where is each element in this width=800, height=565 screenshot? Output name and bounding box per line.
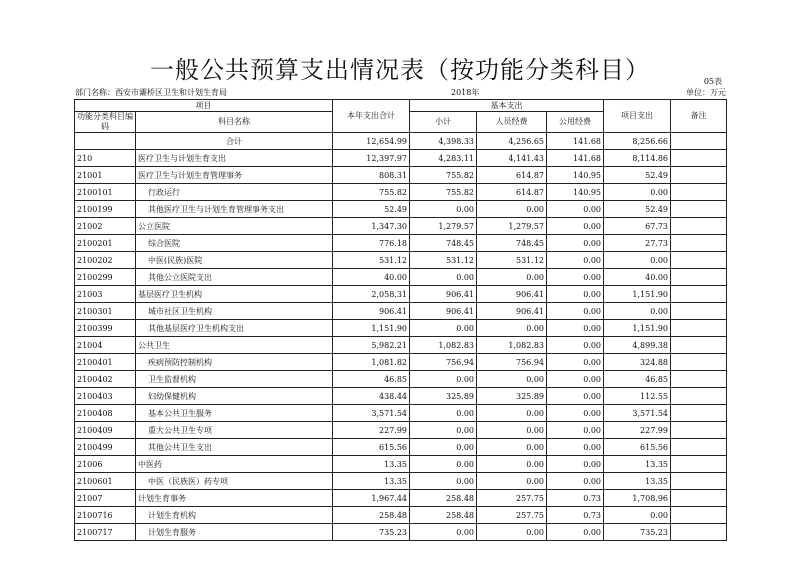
cell-name: 妇幼保健机构 [136,388,333,405]
cell-code: 2100402 [75,371,136,388]
header-name: 科目名称 [136,112,333,133]
cell-name: 其他公立医院支出 [136,269,333,286]
table-row [75,201,727,218]
cell-public: 0.00 [547,252,604,269]
cell-name: 疾病预防控制机构 [136,354,333,371]
table-row [75,252,727,269]
total-project: 8,256.66 [604,133,671,150]
cell-project: 227.99 [604,422,671,439]
cell-public: 0.00 [547,422,604,439]
header-code: 功能分类科目编码 [75,112,136,133]
cell-personnel: 4,141.43 [477,150,547,167]
cell-total: 12,397.97 [333,150,410,167]
cell-public: 0.00 [547,354,604,371]
header-personnel: 人员经费 [477,112,547,133]
cell-remark [671,320,727,337]
cell-project: 0.00 [604,507,671,524]
unit-label: 单位：万元 [686,88,726,97]
cell-personnel: 906.41 [477,303,547,320]
cell-code: 21004 [75,337,136,354]
cell-remark [671,235,727,252]
table-row [75,422,727,439]
cell-subtotal: 755.82 [410,184,477,201]
cell-personnel: 614.87 [477,167,547,184]
cell-subtotal: 0.00 [410,371,477,388]
table-row [75,269,727,286]
cell-public: 0.00 [547,235,604,252]
table-row [75,235,727,252]
cell-personnel: 0.00 [477,371,547,388]
total-personnel: 4,256.65 [477,133,547,150]
cell-total: 735.23 [333,524,410,541]
cell-project: 0.00 [604,303,671,320]
cell-personnel: 0.00 [477,473,547,490]
cell-total: 52.49 [333,201,410,218]
header-public: 公用经费 [547,112,604,133]
cell-public: 0.73 [547,490,604,507]
table-row [75,507,727,524]
cell-subtotal: 0.00 [410,456,477,473]
cell-project: 0.00 [604,252,671,269]
cell-public: 0.00 [547,371,604,388]
cell-name: 公共卫生 [136,337,333,354]
table-row [75,303,727,320]
cell-subtotal: 0.00 [410,439,477,456]
cell-personnel: 0.00 [477,524,547,541]
cell-personnel: 0.00 [477,456,547,473]
cell-code: 21006 [75,456,136,473]
cell-name: 计划生育服务 [136,524,333,541]
cell-code: 21003 [75,286,136,303]
cell-name: 其他公共卫生支出 [136,439,333,456]
table-row [75,405,727,422]
cell-code: 21007 [75,490,136,507]
table-row [75,354,727,371]
cell-remark [671,405,727,422]
cell-name: 医疗卫生与计划生育管理事务 [136,167,333,184]
cell-public: 0.73 [547,507,604,524]
total-remark [671,133,727,150]
cell-personnel: 325.89 [477,388,547,405]
cell-project: 324.88 [604,354,671,371]
cell-remark [671,167,727,184]
cell-total: 13.35 [333,473,410,490]
cell-total: 531.12 [333,252,410,269]
cell-subtotal: 0.00 [410,422,477,439]
table-row [75,167,727,184]
cell-personnel: 0.00 [477,439,547,456]
header-subtotal: 小计 [410,112,477,133]
cell-subtotal: 756.94 [410,354,477,371]
cell-project: 13.35 [604,473,671,490]
table-row [75,371,727,388]
cell-remark [671,354,727,371]
cell-name: 医疗卫生与计划生育支出 [136,150,333,167]
cell-personnel: 257.75 [477,507,547,524]
cell-name: 计划生育机构 [136,507,333,524]
cell-name: 重大公共卫生专项 [136,422,333,439]
cell-project: 3,571.54 [604,405,671,422]
table-row [75,490,727,507]
cell-personnel: 257.75 [477,490,547,507]
cell-code: 2100101 [75,184,136,201]
cell-code: 2100409 [75,422,136,439]
cell-project: 52.49 [604,167,671,184]
cell-project: 67.73 [604,218,671,235]
cell-name: 公立医院 [136,218,333,235]
cell-code: 2100299 [75,269,136,286]
cell-remark [671,524,727,541]
cell-total: 5,982.21 [333,337,410,354]
total-code [75,133,136,150]
cell-name: 行政运行 [136,184,333,201]
cell-total: 438.44 [333,388,410,405]
meta-row [75,87,726,99]
cell-name: 中医(民族)医院 [136,252,333,269]
cell-total: 906.41 [333,303,410,320]
cell-code: 2100601 [75,473,136,490]
cell-public: 0.00 [547,320,604,337]
cell-total: 3,571.54 [333,405,410,422]
cell-project: 52.49 [604,201,671,218]
cell-name: 中医（民族医）药专项 [136,473,333,490]
cell-total: 808.31 [333,167,410,184]
cell-code: 2100199 [75,201,136,218]
cell-code: 2100717 [75,524,136,541]
cell-code: 210 [75,150,136,167]
cell-subtotal: 906.41 [410,303,477,320]
cell-remark [671,439,727,456]
cell-remark [671,473,727,490]
cell-public: 0.00 [547,303,604,320]
cell-public: 0.00 [547,388,604,405]
cell-remark [671,422,727,439]
cell-subtotal: 0.00 [410,201,477,218]
cell-total: 258.48 [333,507,410,524]
cell-subtotal: 1,082.83 [410,337,477,354]
cell-public: 0.00 [547,456,604,473]
cell-project: 27.73 [604,235,671,252]
cell-public: 140.95 [547,184,604,201]
cell-personnel: 748.45 [477,235,547,252]
cell-public: 0.00 [547,201,604,218]
total-total: 12,654.99 [333,133,410,150]
header-item: 项目 [75,100,333,112]
cell-personnel: 0.00 [477,422,547,439]
cell-remark [671,388,727,405]
cell-name: 中医药 [136,456,333,473]
form-number: 05表 [703,77,722,86]
cell-code: 2100716 [75,507,136,524]
cell-total: 776.18 [333,235,410,252]
total-row [75,133,727,150]
cell-project: 40.00 [604,269,671,286]
cell-code: 21002 [75,218,136,235]
cell-personnel: 0.00 [477,320,547,337]
table-row [75,337,727,354]
cell-name: 其他基层医疗卫生机构支出 [136,320,333,337]
cell-name: 卫生监督机构 [136,371,333,388]
table-row [75,286,727,303]
cell-project: 615.56 [604,439,671,456]
cell-name: 计划生育事务 [136,490,333,507]
report-year: 2018年 [451,88,480,97]
cell-total: 1,081.82 [333,354,410,371]
cell-subtotal: 325.89 [410,388,477,405]
total-label: 合计 [136,133,333,150]
cell-subtotal: 258.48 [410,507,477,524]
total-subtotal: 4,398.33 [410,133,477,150]
cell-public: 140.95 [547,167,604,184]
cell-remark [671,371,727,388]
cell-total: 227.99 [333,422,410,439]
cell-name: 城市社区卫生机构 [136,303,333,320]
cell-public: 0.00 [547,269,604,286]
total-public: 141.68 [547,133,604,150]
cell-subtotal: 1,279.57 [410,218,477,235]
cell-code: 2100201 [75,235,136,252]
cell-subtotal: 258.48 [410,490,477,507]
cell-name: 基本公共卫生服务 [136,405,333,422]
cell-total: 615.56 [333,439,410,456]
cell-public: 0.00 [547,337,604,354]
cell-code: 2100301 [75,303,136,320]
cell-subtotal: 531.12 [410,252,477,269]
cell-subtotal: 0.00 [410,473,477,490]
cell-personnel: 1,082.83 [477,337,547,354]
table-row [75,473,727,490]
cell-remark [671,456,727,473]
cell-name: 基层医疗卫生机构 [136,286,333,303]
cell-total: 1,347.30 [333,218,410,235]
cell-total: 755.82 [333,184,410,201]
cell-subtotal: 906.41 [410,286,477,303]
cell-project: 1,151.90 [604,286,671,303]
cell-project: 8,114.86 [604,150,671,167]
cell-name: 综合医院 [136,235,333,252]
cell-public: 0.00 [547,439,604,456]
cell-project: 4,899.38 [604,337,671,354]
table-row [75,184,727,201]
cell-subtotal: 0.00 [410,320,477,337]
cell-subtotal: 0.00 [410,405,477,422]
cell-total: 1,151.90 [333,320,410,337]
cell-project: 735.23 [604,524,671,541]
header-total: 本年支出合计 [333,100,410,133]
cell-personnel: 614.87 [477,184,547,201]
table-row [75,150,727,167]
cell-remark [671,337,727,354]
cell-remark [671,269,727,286]
cell-project: 1,708.96 [604,490,671,507]
cell-code: 21001 [75,167,136,184]
cell-remark [671,150,727,167]
table-row [75,456,727,473]
cell-remark [671,201,727,218]
cell-total: 46.85 [333,371,410,388]
cell-project: 0.00 [604,184,671,201]
cell-remark [671,507,727,524]
table-row [75,320,727,337]
table-row [75,218,727,235]
cell-public: 0.00 [547,286,604,303]
cell-total: 40.00 [333,269,410,286]
cell-project: 1,151.90 [604,320,671,337]
cell-project: 13.35 [604,456,671,473]
header-basic: 基本支出 [410,100,604,112]
cell-project: 112.55 [604,388,671,405]
cell-subtotal: 0.00 [410,269,477,286]
cell-remark [671,184,727,201]
cell-code: 2100401 [75,354,136,371]
cell-code: 2100399 [75,320,136,337]
cell-personnel: 0.00 [477,201,547,218]
table-row [75,388,727,405]
cell-personnel: 756.94 [477,354,547,371]
cell-subtotal: 4,283.11 [410,150,477,167]
cell-public: 0.00 [547,473,604,490]
cell-remark [671,252,727,269]
cell-remark [671,490,727,507]
header-remark: 备注 [671,100,727,133]
department-name: 部门名称：西安市灞桥区卫生和计划生育局 [75,88,227,97]
cell-public: 0.00 [547,218,604,235]
cell-subtotal: 748.45 [410,235,477,252]
cell-code: 2100408 [75,405,136,422]
cell-personnel: 0.00 [477,405,547,422]
cell-personnel: 0.00 [477,269,547,286]
cell-personnel: 1,279.57 [477,218,547,235]
cell-remark [671,286,727,303]
budget-table [74,99,727,541]
cell-personnel: 531.12 [477,252,547,269]
cell-project: 46.85 [604,371,671,388]
table-row [75,524,727,541]
cell-public: 141.68 [547,150,604,167]
cell-total: 2,058.31 [333,286,410,303]
cell-total: 13.35 [333,456,410,473]
cell-code: 2100403 [75,388,136,405]
cell-public: 0.00 [547,524,604,541]
cell-subtotal: 0.00 [410,524,477,541]
page-title: 一般公共预算支出情况表（按功能分类科目） [150,56,650,84]
cell-remark [671,303,727,320]
cell-code: 2100499 [75,439,136,456]
cell-total: 1,967.44 [333,490,410,507]
cell-remark [671,218,727,235]
cell-code: 2100202 [75,252,136,269]
table-row [75,439,727,456]
cell-subtotal: 755.82 [410,167,477,184]
cell-public: 0.00 [547,405,604,422]
header-project: 项目支出 [604,100,671,133]
cell-personnel: 906.41 [477,286,547,303]
cell-name: 其他医疗卫生与计划生育管理事务支出 [136,201,333,218]
